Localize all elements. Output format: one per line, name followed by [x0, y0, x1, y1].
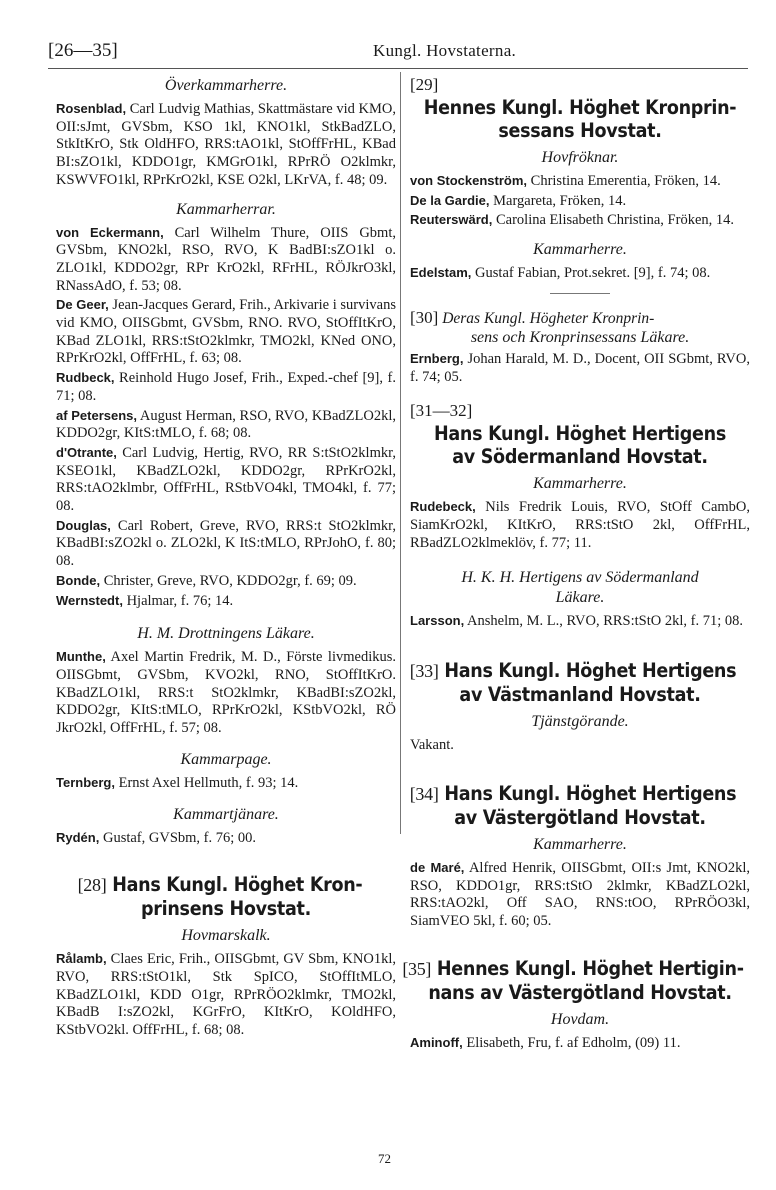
entry-name: von Eckermann,: [56, 224, 164, 240]
entry-text: Claes Eric, Frih., OIISGbmt, GV Sbm, KNO1kl, RVO, RRS:tStO1kl, Stk SpICO, StOffItMLO, KBadZLO1kl, KDD O1gr, RPrRÖO2klmkr, TMO2kl, KBadB I:sZO2kl, KGrFrO, KItKrO, KOldHFO, KStbVO2kl. OffFrHL, f. 68; 08.: [56, 951, 396, 1039]
entry-de-mare: [410, 859, 750, 931]
entry-text: Christina Emerentia, Fröken, 14.: [527, 173, 721, 189]
section-28-title: [44, 873, 396, 897]
subheading-kammarherre: Kammarherre.: [533, 836, 627, 854]
entry-rudbeck: [56, 369, 396, 405]
section-34-title-line2: av Västergötland Hovstat.: [454, 806, 706, 830]
entry-douglas: [56, 517, 396, 571]
entry-text: Carl Robert, Greve, RVO, RRS:t StO2klmkr, KBadBI:sZO2kl o. ZLO2kl, K ItS:tMLO, RPrJohO, f. 80; 08.: [56, 517, 396, 570]
entry-name: Ternberg,: [56, 774, 115, 790]
entry-text: August Herman, RSO, RVO, KBadZLO2kl, KDDO2gr, KItS:tMLO, f. 68; 08.: [56, 407, 397, 442]
section-35-title: [396, 957, 750, 981]
entry-text: Hjalmar, f. 76; 14.: [122, 592, 234, 609]
entry-text: Johan Harald, M. D., Docent, OII SGbmt, RVO, f. 74; 05.: [410, 350, 750, 385]
entry-text: Alfred Henrik, OIISGbmt, OII:s Jmt, KNO2kl, RSO, KDDO1gr, RRS:tStO 2klmkr, KBadZLO2kl, RRS:tAO2kl, Off SAO, RNS:tOO, RPrRÖO3kl, SiamVEO 5kl, f. 60; 05.: [410, 860, 750, 930]
section-title-line1: Hans Kungl. Höghet Hertigens: [444, 659, 737, 683]
section-number: [33]: [409, 661, 439, 682]
subheading-kammartjanare: Kammartjänare.: [173, 805, 279, 823]
page-range: [26—35]: [48, 40, 118, 61]
entry-text: Nils Fredrik Louis, RVO, StOff CambO, SiamKrO2kl, KItKrO, RRS:tStO 2kl, OffFrHL, RBadZLO2klmeklöv, f. 77; 11.: [410, 499, 750, 551]
section-33-title-line2: av Västmanland Hovstat.: [459, 683, 701, 707]
entry-text: Christer, Greve, RVO, KDDO2gr, f. 69; 09.: [100, 572, 357, 589]
entry-text: Anshelm, M. L., RVO, RRS:tStO 2kl, f. 71; 08.: [464, 613, 743, 630]
entry-ternberg: [56, 774, 396, 793]
entry-name: De Geer,: [56, 297, 109, 313]
entry-name: Rudebeck,: [410, 499, 476, 515]
section-29-title-line1: Hennes Kungl. Höghet Kronprin-: [423, 96, 737, 119]
entry-bonde: [56, 572, 396, 591]
section-separator: [550, 293, 610, 294]
page-number: 72: [378, 1151, 391, 1166]
subheading-kammarherre: Kammarherre.: [533, 475, 627, 493]
entry-text: Jean-Jacques Gerard, Frih., Arkivarie i survivans vid KMO, OIISGbmt, GVSbm, RNO. RVO, StOffItKrO, KBad ZLO1kl, RRS:tStO2klmkr, TMO2kl, KNed ONO, RPrKrO2kl, OffFrHL, f. 63; 08.: [56, 297, 396, 367]
entry-name: de Maré,: [410, 860, 465, 876]
running-title: Kungl. Hovstaterna.: [373, 41, 517, 60]
section-28-title-line2: prinsens Hovstat.: [141, 897, 311, 921]
entry-name: Rosenblad,: [56, 101, 127, 116]
section-number: [34]: [409, 784, 439, 805]
entry-eckermann: [56, 224, 396, 296]
subheading-drottningens-lakare: H. M. Drottningens Läkare.: [137, 625, 315, 643]
section-title-line1: Deras Kungl. Högheter Kronprin-: [442, 309, 655, 327]
section-31-title-line2: av Södermanland Hovstat.: [452, 445, 708, 469]
entry-reutersward: [410, 211, 750, 230]
entry-munthe: [56, 648, 396, 738]
entry-d-otrante: [56, 444, 396, 516]
entry-name: Munthe,: [56, 649, 106, 665]
entry-name: Aminoff,: [410, 1034, 463, 1050]
entry-text: Carl Ludvig, Hertig, RVO, RR S:tStO2klmkr, KSEO1kl, KBadZLO2kl, KDDO2gr, RPrKrO2kl, RRS:tAO2klmbr, OffFrHL, RStbVO4kl, TMO4kl, f. 77; 08.: [56, 444, 396, 515]
entry-name: von Stockenström,: [410, 173, 528, 188]
entry-stockenstrom: [410, 172, 750, 191]
entry-text: Carl Ludvig Mathias, Skattmästare vid KMO, OII:sJmt, GVSbm, KSO 1kl, KNO1kl, StkBadZLO, StkItKrO, Stk OldHFO, RRS:tAO1kl, StOffFrHL, KBad BI:sZO1kl, KDDO1gr, KMGrO1kl, RPrRÖ O2klmkr, KSWVFO1kl, RPrKrO2kl, KSE O2kl, LKrVA, f. 48; 09.: [56, 101, 396, 188]
section-31-title-line1: Hans Kungl. Höghet Hertigens: [434, 422, 726, 446]
entry-name: Ernberg,: [410, 350, 464, 366]
entry-edelstam: [410, 264, 750, 283]
entry-ernberg: [410, 350, 750, 386]
subheading-hovfroknar: Hovfröknar.: [541, 149, 619, 166]
entry-ryden: [56, 829, 396, 848]
subheading-kammarpage: Kammarpage.: [180, 750, 272, 768]
entry-text: Carolina Elisabeth Christina, Fröken, 14.: [492, 212, 735, 229]
subheading-hertigens-lakare: H. K. H. Hertigens av Södermanland: [461, 569, 699, 587]
entry-de-geer: [56, 296, 396, 368]
subheading-lakare: Läkare.: [555, 589, 605, 607]
entry-wernstedt: [56, 592, 396, 611]
section-title-line1: Hennes Kungl. Höghet Hertigin-: [436, 956, 744, 980]
right-column: [402, 75, 750, 1054]
entry-name: Edelstam,: [410, 265, 472, 281]
column-divider: [400, 72, 401, 834]
section-number: [30]: [410, 307, 439, 327]
section-33-title: [396, 659, 750, 683]
subheading-kammarherrar: Kammarherrar.: [176, 200, 276, 218]
header-rule: [48, 68, 748, 69]
entry-text: Ernst Axel Hellmuth, f. 93; 14.: [115, 774, 299, 791]
subheading-kammarherre: Kammarherre.: [533, 241, 627, 259]
section-title-line1: Hans Kungl. Höghet Hertigens: [444, 782, 737, 806]
entry-text: Elisabeth, Fru, f. af Edholm, (09) 11.: [462, 1034, 681, 1051]
entry-name: Douglas,: [56, 517, 111, 533]
entry-ralamb: [56, 950, 396, 1040]
entry-text: Gustaf, GVSbm, f. 76; 00.: [99, 829, 257, 846]
section-29-number: [29]: [410, 75, 439, 94]
subheading-tjanstgorande: Tjänstgörande.: [531, 713, 629, 731]
entry-name: De la Gardie,: [410, 192, 490, 208]
section-35-title-line2: nans av Västergötland Hovstat.: [428, 980, 732, 1004]
entry-text: Margareta, Fröken, 14.: [489, 192, 627, 209]
section-34-title: [396, 782, 750, 806]
entry-name: af Petersens,: [56, 407, 138, 423]
entry-text: Reinhold Hugo Josef, Frih., Exped.-chef [9], f. 71; 08.: [56, 370, 396, 404]
entry-name: Rudbeck,: [56, 370, 115, 386]
entry-text: Axel Martin Fredrik, M. D., Förste livmedikus. OIISGbmt, GVSbm, KVO2kl, RNO, StOffItKrO. KBadZLO1kl, RRS:t StO2klmkr, KBadBI:sZO2kl, KDDO2gr, KItS:tMLO, RPrKrO2kl, KStbVO2kl, RÖ JkrO2kl, OffFrHL, f. 57; 08.: [56, 649, 396, 737]
entry-name: Reuterswärd,: [410, 212, 493, 228]
section-30-title: [410, 308, 750, 328]
left-column: [56, 76, 396, 1041]
section-31-32-number: [31—32]: [410, 401, 473, 421]
entry-name: Rålamb,: [56, 951, 107, 967]
section-30-title-line2: sens och Kronprinsessans Läkare.: [470, 328, 690, 346]
subheading-overkammarherre: Överkammarherre.: [164, 77, 288, 94]
section-number: [35]: [402, 958, 432, 979]
section-number: [28]: [77, 875, 107, 896]
entry-text: Carl Wilhelm Thure, OIIS Gbmt, GVSbm, KNO2kl, RSO, RVO, K BadBI:sZO1kl o. ZLO1kl, KDDO2gr, RPr KrO2kl, RFrHL, RÖJkrO3kl, RNassAdO, f. 53; 08.: [56, 224, 396, 294]
entry-rosenblad: [56, 100, 396, 190]
page-header: [48, 40, 748, 66]
entry-name: Bonde,: [56, 572, 101, 588]
entry-name: d'Otrante,: [56, 444, 117, 460]
subheading-hovdam: Hovdam.: [550, 1010, 610, 1028]
entry-rudebeck: [410, 498, 750, 552]
section-title-line1: Hans Kungl. Höghet Kron-: [112, 873, 363, 897]
entry-af-petersens: [56, 407, 396, 443]
vakant-text: Vakant.: [410, 737, 454, 754]
subheading-hovmarskalk: Hovmarskalk.: [181, 927, 271, 945]
section-29-title-line2: sessans Hovstat.: [498, 119, 662, 142]
entry-de-la-gardie: [410, 192, 750, 211]
entry-name: Wernstedt,: [56, 592, 123, 608]
entry-name: Larsson,: [410, 613, 465, 629]
entry-name: Rydén,: [56, 829, 100, 845]
entry-larsson: [410, 612, 750, 631]
entry-text: Gustaf Fabian, Prot.sekret. [9], f. 74; 08.: [471, 265, 711, 282]
entry-aminoff: [410, 1034, 750, 1053]
